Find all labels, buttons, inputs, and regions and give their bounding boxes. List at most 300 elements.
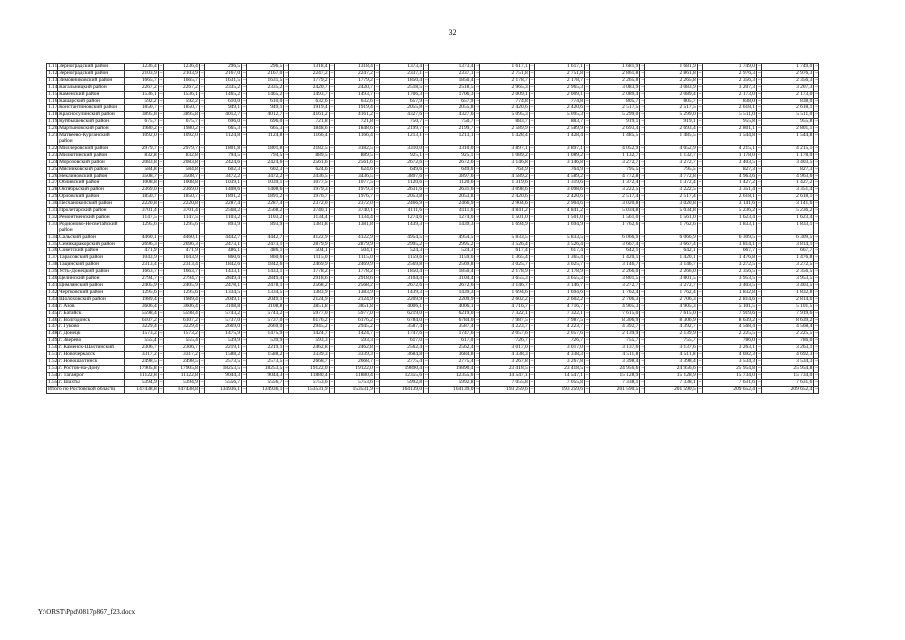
dash-cell: – [530, 371, 534, 378]
dash-cell: – [641, 90, 645, 97]
value-cell: 4442,7 [247, 234, 284, 241]
value-cell: 5556,7 [204, 379, 241, 386]
dash-cell: – [159, 351, 163, 358]
value-cell: 3 083,9 [590, 84, 640, 91]
dash-cell: – [375, 83, 379, 90]
row-number: 1.32. [48, 213, 59, 220]
row-number: 1.31. [48, 207, 59, 214]
dash-cell: – [243, 364, 246, 371]
value-cell: 610,0 [247, 98, 284, 105]
value-cell: 193 259,6 [534, 386, 584, 393]
dash-cell: – [815, 165, 818, 172]
row-number: 1.23. [48, 151, 59, 158]
value-cell: 1295,6 [125, 289, 158, 296]
value-cell: 3 207,3 [702, 84, 756, 91]
dash-cell: – [425, 69, 428, 76]
value-cell: 2 706,3 [645, 296, 697, 303]
district-name: Красносулинский район [58, 112, 125, 119]
dash-cell: – [375, 316, 379, 323]
dash-cell: – [757, 83, 761, 90]
dash-cell: – [330, 179, 334, 186]
dash-cell: – [159, 69, 163, 76]
dash-cell: – [476, 144, 480, 151]
value-cell: 2672,6 [429, 283, 475, 290]
value-cell: 11122,8 [163, 372, 199, 379]
dash-cell: – [243, 357, 246, 364]
dash-cell: – [159, 323, 163, 330]
value-cell: 539,9 [247, 338, 284, 345]
value-cell: 4 692,3 [702, 352, 756, 359]
value-cell: 2669,0 [247, 324, 284, 331]
dash-cell: – [698, 125, 702, 132]
dash-cell: – [698, 254, 702, 261]
dash-cell: – [641, 385, 645, 392]
dash-cell: – [243, 254, 246, 261]
value-cell: 2498,5 [163, 358, 199, 365]
dash-cell: – [375, 275, 379, 282]
value-cell: 6107,2 [125, 317, 158, 324]
district-name: Ремонтненский район [58, 214, 125, 221]
value-cell: 17905,8 [163, 365, 199, 372]
value-cell: 4 052,9 [590, 145, 640, 152]
dash-cell: – [641, 193, 645, 200]
dash-cell: – [329, 133, 334, 146]
value-cell: 3 403,5 [761, 283, 813, 290]
dash-cell: – [757, 309, 761, 316]
dash-cell: – [243, 144, 246, 151]
district-name: Матвеево-Курганский район [58, 133, 125, 146]
dash-cell: – [285, 172, 289, 179]
value-cell: 2 751,8 [480, 70, 529, 77]
dash-cell: – [159, 172, 163, 179]
dash-cell: – [530, 247, 534, 254]
value-cell: 3 263,1 [761, 345, 813, 352]
value-cell: 5 236,2 [761, 208, 813, 215]
value-cell: 5 034,8 [590, 208, 640, 215]
value-cell: 2313,4 [163, 262, 199, 269]
value-cell: 624,6 [334, 166, 374, 173]
dash-cell: – [200, 316, 204, 323]
dash-cell: – [243, 179, 246, 186]
value-cell: 5 095,3 [534, 112, 584, 119]
value-cell: 1475,9 [247, 331, 284, 338]
row-number: 1.26. [48, 172, 59, 179]
value-cell: 1980,2 [163, 126, 199, 133]
dash-cell: – [285, 275, 289, 282]
dash-cell: – [375, 254, 379, 261]
dash-cell: – [815, 83, 818, 90]
dash-cell: – [530, 97, 534, 104]
dash-cell: – [200, 83, 204, 90]
dash-cell: – [586, 207, 589, 214]
value-cell: 2995,2 [429, 241, 475, 248]
dash-cell: – [757, 385, 761, 392]
value-cell: 889,5 [334, 152, 374, 159]
value-cell: 1318,4 [289, 64, 329, 71]
value-cell: 3108,8 [247, 303, 284, 310]
dash-cell: – [641, 268, 645, 275]
value-cell: 209 652,4 [702, 386, 756, 393]
value-cell: 2462,8 [289, 345, 329, 352]
value-cell: 3 526,4 [480, 241, 529, 248]
value-cell: 1 762,6 [645, 221, 697, 234]
dash-cell: – [586, 351, 589, 358]
value-cell: 1147,5 [163, 214, 199, 221]
value-cell: 893,9 [204, 221, 241, 234]
district-name: Милютинский район [58, 152, 125, 159]
dash-cell: – [586, 233, 589, 240]
value-cell: 486,1 [247, 248, 284, 255]
value-cell: 1 476,8 [761, 255, 813, 262]
dash-cell: – [242, 221, 247, 234]
dash-cell: – [159, 337, 163, 344]
dash-cell: – [815, 316, 818, 323]
dash-cell: – [641, 330, 645, 337]
value-cell: 4954,5 [379, 234, 423, 241]
dash-cell: – [641, 104, 645, 111]
dash-cell: – [425, 295, 428, 302]
value-cell: 2405,9 [125, 283, 158, 290]
dash-cell: – [641, 275, 645, 282]
dash-cell: – [530, 76, 534, 83]
value-cell: 4 338,3 [534, 352, 584, 359]
value-cell: 1008,8 [125, 180, 158, 187]
value-cell: 1 089,2 [480, 152, 529, 159]
district-name: г. Батайск [58, 310, 125, 317]
dash-cell: – [200, 275, 204, 282]
value-cell: 2995,2 [379, 241, 423, 248]
dash-cell: – [243, 90, 246, 97]
dash-cell: – [641, 151, 645, 158]
dash-cell: – [425, 254, 428, 261]
dash-cell: – [200, 240, 204, 247]
dash-cell: – [641, 118, 645, 125]
value-cell: 2 089,4 [590, 91, 640, 98]
dash-cell: – [815, 323, 818, 330]
value-cell: 1 319,6 [534, 180, 584, 187]
value-cell: 2 178,7 [480, 77, 529, 84]
value-cell: 4 568,4 [702, 324, 756, 331]
value-cell: 838,0 [761, 98, 813, 105]
dash-cell: – [530, 90, 534, 97]
dash-cell: – [586, 172, 589, 179]
district-name: Орловский район [58, 194, 125, 201]
dash-cell: – [476, 275, 480, 282]
dash-cell: – [641, 186, 645, 193]
dash-cell: – [425, 316, 428, 323]
dash-cell: – [159, 158, 163, 165]
dash-cell: – [159, 213, 163, 220]
value-cell: 617,0 [379, 338, 423, 345]
value-cell: 1 623,4 [761, 214, 813, 221]
value-cell: 2478,1 [204, 283, 241, 290]
dash-cell: – [757, 282, 761, 288]
dash-cell: – [586, 302, 589, 309]
value-cell: 1 694,6 [480, 289, 529, 296]
value-cell: 2979,7 [163, 145, 199, 152]
dash-cell: – [815, 337, 818, 344]
dash-cell: – [698, 344, 702, 351]
value-cell: 5 511,0 [761, 112, 813, 119]
value-cell: 1573,2 [163, 331, 199, 338]
value-cell: 201 590,5 [590, 386, 640, 393]
value-cell: 1 544,8 [761, 133, 813, 146]
dash-cell: – [375, 118, 379, 125]
value-cell: 592,2 [125, 98, 158, 105]
dash-cell: – [476, 69, 480, 76]
value-cell: 696,0 [247, 119, 284, 126]
value-cell: 657,9 [379, 98, 423, 105]
value-cell: 7 338,1 [645, 379, 697, 386]
dash-cell: – [243, 172, 246, 179]
value-cell: 3 098,6 [480, 187, 529, 194]
value-cell: 2049,1 [204, 296, 241, 303]
dash-cell: – [530, 378, 534, 385]
value-cell: 3 403,5 [702, 159, 756, 166]
dash-cell: – [425, 151, 428, 158]
row-number: 1.14. [48, 83, 59, 90]
value-cell: 1 694,9 [534, 221, 584, 234]
value-cell: 2945,2 [289, 324, 329, 331]
dash-cell: – [330, 233, 334, 240]
value-cell: 3 814,1 [761, 241, 813, 248]
dash-cell: – [476, 323, 480, 330]
value-cell: 3 667,4 [645, 241, 697, 248]
value-cell: 1274,6 [379, 214, 423, 221]
value-cell: 24 956,6 [645, 365, 697, 372]
value-cell: 2 904,6 [534, 201, 584, 208]
dash-cell: – [757, 378, 761, 385]
dash-cell: – [425, 207, 428, 214]
value-cell: 1778,2 [334, 269, 374, 276]
dash-cell: – [243, 83, 246, 90]
value-cell: 1424,7 [334, 331, 374, 338]
dash-cell: – [243, 261, 246, 268]
value-cell: 1842,6 [204, 262, 241, 269]
value-cell: 7 631,6 [761, 379, 813, 386]
dash-cell: – [285, 261, 289, 268]
value-cell: 7 919,6 [702, 310, 756, 317]
value-cell: 1891,2 [247, 194, 284, 201]
dash-cell: – [375, 344, 379, 351]
dash-cell: – [757, 295, 761, 302]
value-cell: 2287,4 [204, 201, 241, 208]
dash-cell: – [757, 179, 761, 186]
row-number: 1.28. [48, 186, 59, 193]
dash-cell: – [641, 240, 645, 247]
dash-cell: – [285, 302, 289, 309]
dash-cell: – [243, 295, 246, 302]
value-cell: 2247,2 [334, 70, 374, 77]
value-cell: 19890,4 [379, 365, 423, 372]
dash-cell: – [159, 378, 163, 385]
dash-cell: – [757, 118, 761, 125]
value-cell: 2103,9 [163, 70, 199, 77]
dash-cell: – [530, 330, 534, 337]
value-cell: 1439,3 [379, 289, 423, 296]
dash-cell: – [698, 364, 702, 371]
dash-cell: – [698, 63, 702, 69]
dash-cell: – [530, 144, 534, 151]
value-cell: 795,5 [590, 166, 640, 173]
value-cell: 1134,4 [334, 214, 374, 221]
dash-cell: – [425, 213, 428, 220]
value-cell: 6 309,5 [702, 234, 756, 241]
value-cell: 3 351,4 [702, 187, 756, 194]
value-cell: 5556,7 [247, 379, 284, 386]
value-cell: 860,6 [247, 255, 284, 262]
value-cell: 2 420,6 [480, 194, 529, 201]
dash-cell: – [424, 221, 429, 234]
district-name: Пролетарский район [58, 208, 125, 215]
value-cell: 2 602,2 [534, 296, 584, 303]
value-cell: 665,3 [247, 126, 284, 133]
dash-cell: – [757, 247, 761, 254]
value-cell: 1159,6 [429, 255, 475, 262]
dash-cell: – [530, 261, 534, 268]
dash-cell: – [757, 288, 761, 295]
value-cell: 1103,2 [204, 214, 241, 221]
dash-cell: – [285, 240, 289, 247]
value-cell: 4 511,8 [645, 352, 697, 359]
value-cell: 153531,9 [289, 386, 329, 393]
dash-cell: – [698, 357, 702, 364]
value-cell: 2466,9 [379, 201, 423, 208]
value-cell: 1166,4 [289, 133, 329, 146]
dash-cell: – [285, 295, 289, 302]
value-cell: 2 751,8 [534, 70, 584, 77]
dash-cell: – [476, 125, 480, 132]
dash-cell: – [285, 144, 289, 151]
dash-cell: – [476, 337, 480, 344]
value-cell: 4 772,8 [590, 173, 640, 180]
value-cell: 3472,2 [247, 173, 284, 180]
value-cell: 3 655,3 [534, 276, 584, 283]
dash-cell: – [159, 90, 163, 97]
value-cell: 6107,2 [163, 317, 199, 324]
value-cell: 2 356,3 [761, 77, 813, 84]
dash-cell: – [530, 254, 534, 261]
value-cell: 1039,1 [204, 180, 241, 187]
dash-cell: – [641, 309, 645, 316]
dash-cell: – [425, 144, 428, 151]
value-cell: 193 259,6 [480, 386, 529, 393]
value-cell: 1848,6 [334, 126, 374, 133]
dash-cell: – [586, 63, 589, 69]
district-name: Целинский район [58, 276, 125, 283]
dash-cell: – [698, 323, 702, 330]
value-cell: 23 418,5 [480, 365, 529, 372]
value-cell: 2498,5 [125, 358, 158, 365]
dash-cell: – [330, 69, 334, 76]
value-cell: 11880,4 [334, 372, 374, 379]
dash-cell: – [285, 233, 289, 240]
dash-cell: – [330, 351, 334, 358]
dash-cell: – [375, 385, 379, 392]
value-cell: 11880,4 [289, 372, 329, 379]
value-cell: 1 485,5 [590, 133, 640, 146]
value-cell: 2209,9 [379, 296, 423, 303]
value-cell: 1 485,5 [645, 133, 697, 146]
value-cell: 8 639,2 [761, 317, 813, 324]
value-cell: 2462,8 [334, 345, 374, 352]
page-number: 32 [448, 28, 457, 37]
dash-cell: – [425, 104, 428, 111]
value-cell: 2 801,1 [702, 126, 756, 133]
dash-cell: – [243, 275, 246, 282]
dash-cell: – [330, 247, 334, 254]
value-cell: 2 602,2 [480, 296, 529, 303]
value-cell: 2478,1 [247, 283, 284, 290]
value-cell: 2 517,5 [645, 105, 697, 112]
value-cell: 1850,4 [379, 269, 423, 276]
dash-cell: – [586, 83, 589, 90]
value-cell: 3 272,5 [761, 262, 813, 269]
value-cell: 593,3 [334, 338, 374, 345]
dash-cell: – [697, 133, 702, 146]
value-cell: 2473,1 [247, 241, 284, 248]
dash-cell: – [586, 385, 589, 392]
dash-cell: – [641, 337, 645, 344]
dash-cell: – [698, 200, 702, 207]
dash-cell: – [476, 344, 480, 351]
dash-cell: – [425, 351, 428, 358]
dash-cell: – [815, 200, 818, 207]
dash-cell: – [330, 240, 334, 247]
dash-cell: – [200, 69, 204, 76]
value-cell: 1 681,9 [590, 64, 640, 71]
value-cell: 1 561,0 [645, 214, 697, 221]
dash-cell: – [375, 76, 379, 83]
dash-cell: – [530, 172, 534, 179]
dash-cell: – [530, 151, 534, 158]
value-cell: 774,8 [480, 98, 529, 105]
value-cell: 3 267,8 [480, 358, 529, 365]
value-cell: 5 833,5 [480, 234, 529, 241]
value-cell: 4161,2 [334, 112, 374, 119]
row-number: 1.46. [48, 316, 59, 323]
dash-cell: – [815, 351, 818, 358]
dash-cell: – [475, 133, 480, 146]
value-cell: 3310,0 [379, 145, 423, 152]
dash-cell: – [375, 207, 379, 214]
value-cell: 3 953,5 [761, 276, 813, 283]
value-cell: 632,6 [289, 98, 329, 105]
district-name: Каменский район [58, 91, 125, 98]
value-cell: 2337,1 [379, 70, 423, 77]
dash-cell: – [698, 165, 702, 172]
dash-cell: – [285, 357, 289, 364]
dash-cell: – [285, 76, 289, 83]
dash-cell: – [425, 247, 428, 254]
value-cell: 6 309,5 [761, 234, 813, 241]
value-cell: 889,5 [289, 152, 329, 159]
dash-cell: – [200, 344, 204, 351]
value-cell: 3 146,7 [645, 262, 697, 269]
dash-cell: – [375, 213, 379, 220]
dash-cell: – [375, 288, 379, 295]
dash-cell: – [530, 337, 534, 344]
value-cell: 610,0 [204, 98, 241, 105]
dash-cell: – [530, 200, 534, 207]
value-cell: 14 547,1 [534, 372, 584, 379]
value-cell: 5992,8 [429, 379, 475, 386]
dash-cell: – [330, 83, 334, 90]
dash-cell: – [200, 118, 204, 125]
value-cell: 1 365,4 [480, 255, 529, 262]
dash-cell: – [425, 233, 428, 240]
value-cell: 649,6 [379, 166, 423, 173]
